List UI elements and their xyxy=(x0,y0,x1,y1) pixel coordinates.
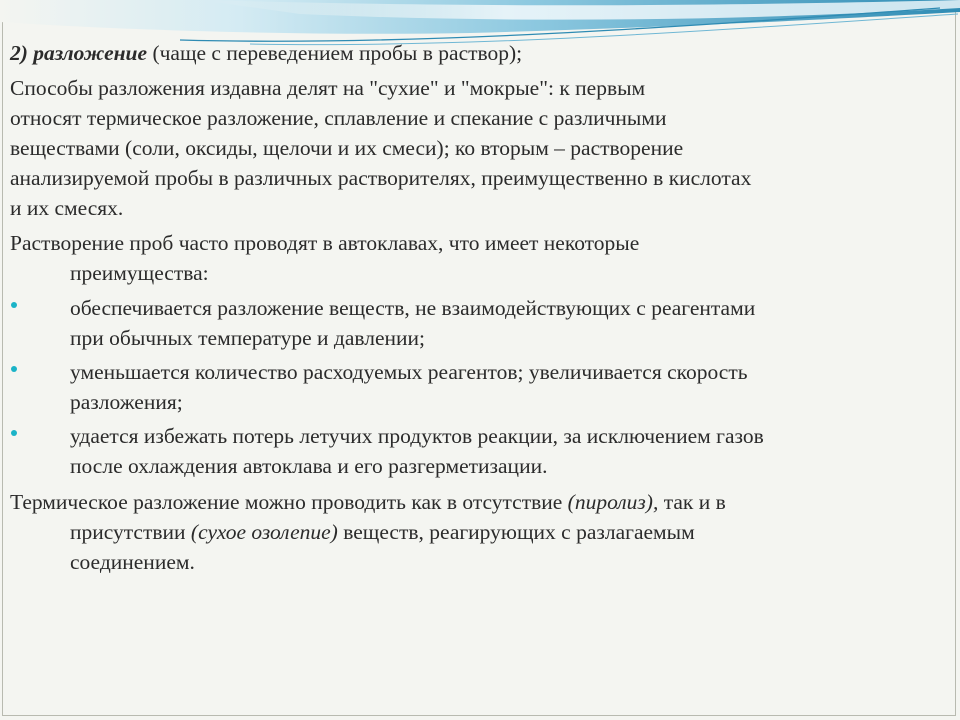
italic-term-dry-ashing: (сухое озолепие) xyxy=(190,520,338,544)
bullet-dot-icon xyxy=(11,430,17,436)
italic-term-pyrolysis: (пиролиз), xyxy=(567,490,659,514)
paragraph-line xyxy=(10,487,940,517)
paragraph-autoclave xyxy=(10,228,940,288)
text-run: веществ, реагирующих с разлагаемым xyxy=(337,520,695,544)
paragraph-line: и их смесях. xyxy=(10,196,124,220)
heading-term: 2) разложение xyxy=(10,41,148,65)
bullet-text: разложения; xyxy=(70,390,183,414)
heading-rest: (чаще с переведением пробы в раствор); xyxy=(147,41,523,65)
paragraph-thermal xyxy=(10,487,940,577)
paragraph-line: анализируемой пробы в различных растворителях, преимущественно в кислотах xyxy=(10,166,752,190)
bullet-text: уменьшается количество расходуемых реагентов; увеличивается скорость xyxy=(70,360,748,384)
bullet-dot-icon xyxy=(11,302,17,308)
paragraph-line: соединением. xyxy=(70,550,195,574)
text-run: Термическое разложение можно проводить как в отсутствие xyxy=(10,490,568,514)
bullet-text: обеспечивается разложение веществ, не взаимодействующих с реагентами xyxy=(70,296,756,320)
paragraph-line: преимущества: xyxy=(70,261,209,285)
text-run: присутствии xyxy=(70,520,191,544)
bullet-item xyxy=(10,421,940,481)
paragraph-line: Способы разложения издавна делят на "сухие" и "мокрые": к первым xyxy=(10,76,646,100)
paragraph-line xyxy=(10,517,940,547)
paragraph-line: Растворение проб часто проводят в автоклавах, что имеет некоторые xyxy=(10,231,640,255)
bullet-dot-icon xyxy=(11,366,17,372)
paragraph-methods xyxy=(10,73,940,223)
text-run: так и в xyxy=(658,490,726,514)
paragraph-line: веществами (соли, оксиды, щелочи и их смеси); ко вторым – растворение xyxy=(10,136,684,160)
bullet-text: при обычных температуре и давлении; xyxy=(70,326,426,350)
bullet-item xyxy=(10,357,940,417)
bullet-text: удается избежать потерь летучих продуктов реакции, за исключением газов xyxy=(70,424,764,448)
paragraph-line: относят термическое разложение, сплавление и спекание с различными xyxy=(10,106,667,130)
slide-body xyxy=(10,38,940,582)
bullet-item xyxy=(10,293,940,353)
heading-paragraph xyxy=(10,38,940,68)
bullet-text: после охлаждения автоклава и его разгерметизации. xyxy=(70,454,548,478)
